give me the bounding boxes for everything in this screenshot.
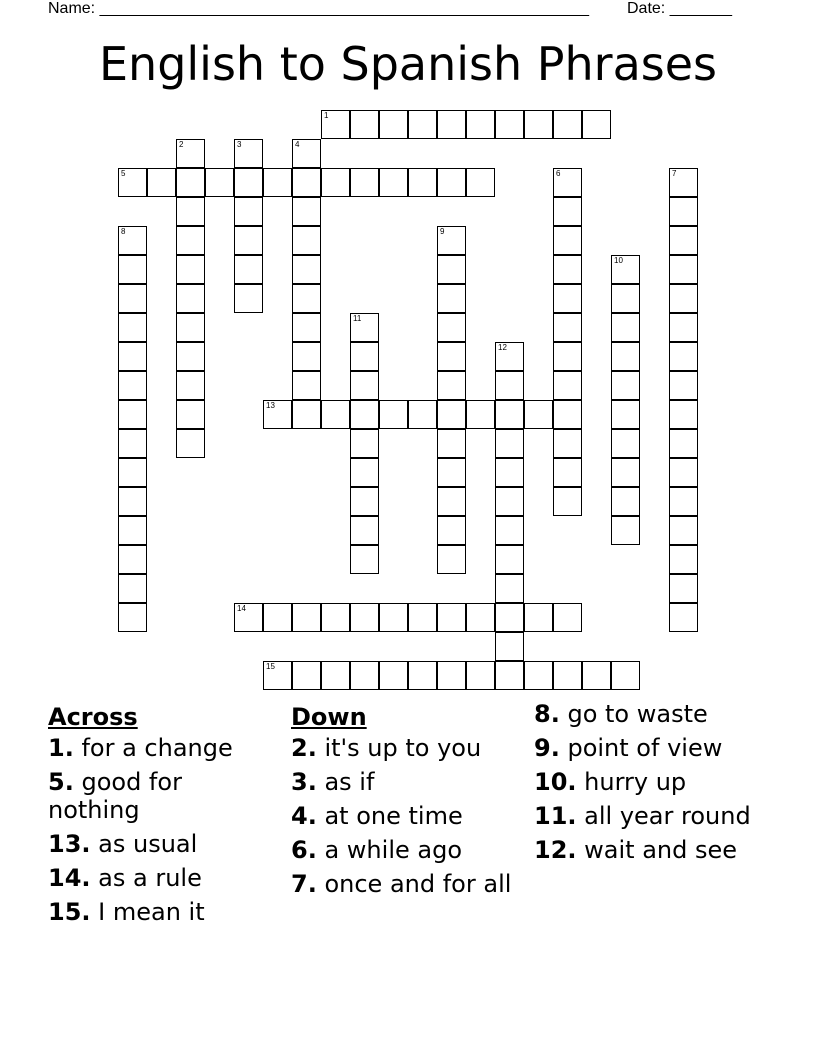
grid-cell[interactable] — [669, 458, 698, 487]
grid-cell[interactable] — [292, 197, 321, 226]
clue-number-label: 10 — [614, 256, 623, 265]
grid-cell[interactable] — [437, 487, 466, 516]
grid-cell[interactable] — [495, 603, 524, 632]
grid-cell[interactable] — [234, 197, 263, 226]
grid-cell[interactable] — [350, 313, 379, 342]
clue-number-label: 13 — [266, 401, 275, 410]
grid-cell[interactable] — [176, 342, 205, 371]
grid-cell[interactable] — [379, 661, 408, 690]
grid-cell[interactable] — [234, 603, 263, 632]
grid-cell[interactable] — [292, 168, 321, 197]
grid-cell[interactable] — [437, 661, 466, 690]
clue-text: good for nothing — [48, 768, 182, 824]
clues-column-2 — [291, 700, 516, 904]
down-clue — [291, 734, 516, 762]
clue-number: 9. — [534, 734, 560, 762]
grid-cell[interactable] — [495, 458, 524, 487]
grid-cell[interactable] — [350, 342, 379, 371]
grid-cell[interactable] — [495, 516, 524, 545]
grid-cell[interactable] — [553, 226, 582, 255]
grid-cell[interactable] — [553, 429, 582, 458]
grid-cell[interactable] — [553, 284, 582, 313]
grid-cell[interactable] — [379, 110, 408, 139]
grid-cell[interactable] — [437, 110, 466, 139]
clue-text: all year round — [584, 802, 751, 830]
grid-cell[interactable] — [437, 342, 466, 371]
grid-cell[interactable] — [118, 313, 147, 342]
clue-number-label: 1 — [324, 111, 329, 120]
clue-text: for a change — [81, 734, 233, 762]
grid-cell[interactable] — [582, 661, 611, 690]
grid-cell[interactable] — [118, 371, 147, 400]
grid-cell[interactable] — [350, 603, 379, 632]
across-heading: Across — [48, 703, 138, 731]
grid-cell[interactable] — [611, 458, 640, 487]
grid-cell[interactable] — [350, 168, 379, 197]
grid-cell[interactable] — [495, 429, 524, 458]
clue-text: go to waste — [567, 700, 708, 728]
grid-cell[interactable] — [611, 313, 640, 342]
grid-cell[interactable] — [234, 139, 263, 168]
grid-cell[interactable] — [466, 168, 495, 197]
grid-cell[interactable] — [553, 400, 582, 429]
clue-number-label: 4 — [295, 140, 300, 149]
grid-cell[interactable] — [292, 400, 321, 429]
grid-cell[interactable] — [669, 342, 698, 371]
grid-cell[interactable] — [350, 110, 379, 139]
grid-cell[interactable] — [408, 110, 437, 139]
grid-cell[interactable] — [437, 516, 466, 545]
grid-cell[interactable] — [263, 603, 292, 632]
clue-number-label: 9 — [440, 227, 445, 236]
grid-cell[interactable] — [292, 603, 321, 632]
grid-cell[interactable] — [321, 400, 350, 429]
grid-cell[interactable] — [437, 545, 466, 574]
grid-cell[interactable] — [437, 429, 466, 458]
grid-cell[interactable] — [669, 168, 698, 197]
clue-number-label: 7 — [672, 169, 677, 178]
grid-cell[interactable] — [118, 168, 147, 197]
grid-cell[interactable] — [176, 226, 205, 255]
grid-cell[interactable] — [495, 574, 524, 603]
grid-cell[interactable] — [553, 458, 582, 487]
grid-cell[interactable] — [611, 487, 640, 516]
grid-cell[interactable] — [176, 429, 205, 458]
clue-number-label: 6 — [556, 169, 561, 178]
grid-cell[interactable] — [669, 516, 698, 545]
clue-text: wait and see — [584, 836, 738, 864]
grid-cell[interactable] — [669, 574, 698, 603]
grid-cell[interactable] — [495, 110, 524, 139]
down-clue — [291, 870, 516, 898]
date-field: Date: _______ — [627, 0, 732, 17]
clue-number-label: 5 — [121, 169, 126, 178]
grid-cell[interactable] — [611, 661, 640, 690]
grid-cell[interactable] — [176, 168, 205, 197]
grid-cell[interactable] — [118, 400, 147, 429]
grid-cell[interactable] — [553, 342, 582, 371]
grid-cell[interactable] — [118, 603, 147, 632]
grid-cell[interactable] — [263, 168, 292, 197]
clues-column-1 — [48, 700, 273, 932]
grid-cell[interactable] — [495, 632, 524, 661]
clue-number: 13. — [48, 830, 91, 858]
grid-cell[interactable] — [437, 458, 466, 487]
grid-cell[interactable] — [118, 458, 147, 487]
clue-number: 15. — [48, 898, 91, 926]
grid-cell[interactable] — [495, 545, 524, 574]
grid-cell[interactable] — [118, 429, 147, 458]
grid-cell[interactable] — [263, 400, 292, 429]
grid-cell[interactable] — [379, 603, 408, 632]
grid-cell[interactable] — [205, 168, 234, 197]
clue-number: 2. — [291, 734, 317, 762]
grid-cell[interactable] — [379, 400, 408, 429]
grid-cell[interactable] — [466, 661, 495, 690]
grid-cell[interactable] — [495, 661, 524, 690]
grid-cell[interactable] — [234, 255, 263, 284]
grid-cell[interactable] — [611, 371, 640, 400]
grid-cell[interactable] — [350, 371, 379, 400]
down-clue — [534, 700, 774, 728]
clue-text: as if — [324, 768, 375, 796]
clue-number: 12. — [534, 836, 577, 864]
grid-cell[interactable] — [611, 342, 640, 371]
grid-cell[interactable] — [118, 284, 147, 313]
grid-cell[interactable] — [553, 197, 582, 226]
clue-number: 4. — [291, 802, 317, 830]
clue-number-label: 11 — [353, 314, 362, 323]
grid-cell[interactable] — [408, 168, 437, 197]
grid-cell[interactable] — [176, 400, 205, 429]
grid-cell[interactable] — [495, 342, 524, 371]
grid-cell[interactable] — [292, 313, 321, 342]
clue-text: hurry up — [584, 768, 687, 796]
grid-cell[interactable] — [321, 661, 350, 690]
grid-cell[interactable] — [437, 400, 466, 429]
clue-text: at one time — [324, 802, 463, 830]
grid-cell[interactable] — [437, 226, 466, 255]
clue-number-label: 3 — [237, 140, 242, 149]
grid-cell[interactable] — [437, 168, 466, 197]
grid-cell[interactable] — [553, 487, 582, 516]
grid-cell[interactable] — [524, 603, 553, 632]
grid-cell[interactable] — [669, 429, 698, 458]
grid-cell[interactable] — [553, 255, 582, 284]
grid-cell[interactable] — [669, 284, 698, 313]
grid-cell[interactable] — [350, 545, 379, 574]
clue-text: as a rule — [98, 864, 202, 892]
grid-cell[interactable] — [350, 487, 379, 516]
grid-cell[interactable] — [292, 342, 321, 371]
grid-cell[interactable] — [553, 661, 582, 690]
grid-cell[interactable] — [408, 603, 437, 632]
down-clue — [291, 802, 516, 830]
clue-text: a while ago — [324, 836, 462, 864]
clue-text: it's up to you — [324, 734, 482, 762]
grid-cell[interactable] — [669, 603, 698, 632]
grid-cell[interactable] — [437, 284, 466, 313]
clue-number: 7. — [291, 870, 317, 898]
grid-cell[interactable] — [118, 226, 147, 255]
clue-number: 5. — [48, 768, 74, 796]
grid-cell[interactable] — [495, 400, 524, 429]
grid-cell[interactable] — [292, 371, 321, 400]
grid-cell[interactable] — [408, 400, 437, 429]
grid-cell[interactable] — [234, 226, 263, 255]
name-field: Name: _______________________________________________________ — [48, 0, 589, 17]
clue-number: 11. — [534, 802, 577, 830]
clue-text: I mean it — [98, 898, 205, 926]
grid-cell[interactable] — [292, 226, 321, 255]
grid-cell[interactable] — [350, 516, 379, 545]
down-clue — [291, 768, 516, 796]
clue-number-label: 2 — [179, 140, 184, 149]
down-heading: Down — [291, 703, 367, 731]
clue-number: 10. — [534, 768, 577, 796]
grid-cell[interactable] — [611, 516, 640, 545]
clue-text: as usual — [98, 830, 198, 858]
grid-cell[interactable] — [176, 197, 205, 226]
grid-cell[interactable] — [466, 110, 495, 139]
clue-number: 14. — [48, 864, 91, 892]
grid-cell[interactable] — [669, 255, 698, 284]
grid-cell[interactable] — [263, 661, 292, 690]
grid-cell[interactable] — [437, 371, 466, 400]
grid-cell[interactable] — [611, 284, 640, 313]
grid-cell[interactable] — [321, 168, 350, 197]
grid-cell[interactable] — [118, 574, 147, 603]
grid-cell[interactable] — [321, 110, 350, 139]
grid-cell[interactable] — [611, 255, 640, 284]
grid-cell[interactable] — [118, 255, 147, 284]
clue-number: 1. — [48, 734, 74, 762]
grid-cell[interactable] — [176, 255, 205, 284]
clues-column-3 — [534, 700, 774, 870]
grid-cell[interactable] — [350, 429, 379, 458]
grid-cell[interactable] — [292, 139, 321, 168]
grid-cell[interactable] — [408, 661, 437, 690]
grid-cell[interactable] — [524, 661, 553, 690]
grid-cell[interactable] — [118, 545, 147, 574]
grid-cell[interactable] — [292, 284, 321, 313]
grid-cell[interactable] — [147, 168, 176, 197]
grid-cell[interactable] — [437, 313, 466, 342]
grid-cell[interactable] — [350, 400, 379, 429]
across-clue — [48, 734, 273, 762]
grid-cell[interactable] — [669, 545, 698, 574]
across-clue — [48, 898, 273, 926]
clue-text: once and for all — [324, 870, 512, 898]
grid-cell[interactable] — [553, 603, 582, 632]
grid-cell[interactable] — [553, 371, 582, 400]
grid-cell[interactable] — [495, 371, 524, 400]
grid-cell[interactable] — [379, 168, 408, 197]
grid-cell[interactable] — [292, 661, 321, 690]
clue-number-label: 8 — [121, 227, 126, 236]
down-clue — [534, 734, 774, 762]
grid-cell[interactable] — [437, 603, 466, 632]
clue-text: point of view — [567, 734, 723, 762]
grid-cell[interactable] — [176, 371, 205, 400]
grid-cell[interactable] — [466, 603, 495, 632]
clue-number-label: 12 — [498, 343, 507, 352]
across-clue — [48, 864, 273, 892]
grid-cell[interactable] — [234, 168, 263, 197]
down-clue — [534, 836, 774, 864]
page-title: English to Spanish Phrases — [98, 37, 717, 91]
clue-number-label: 14 — [237, 604, 246, 613]
grid-cell[interactable] — [669, 400, 698, 429]
grid-cell[interactable] — [350, 661, 379, 690]
grid-cell[interactable] — [234, 284, 263, 313]
grid-cell[interactable] — [176, 284, 205, 313]
clue-number: 3. — [291, 768, 317, 796]
clue-number: 8. — [534, 700, 560, 728]
grid-cell[interactable] — [118, 487, 147, 516]
across-clue — [48, 830, 273, 858]
grid-cell[interactable] — [669, 313, 698, 342]
down-clue — [534, 802, 774, 830]
grid-cell[interactable] — [553, 313, 582, 342]
clue-number-label: 15 — [266, 662, 275, 671]
grid-cell[interactable] — [611, 400, 640, 429]
grid-cell[interactable] — [118, 516, 147, 545]
grid-cell[interactable] — [669, 226, 698, 255]
grid-cell[interactable] — [466, 400, 495, 429]
down-clue — [534, 768, 774, 796]
grid-cell[interactable] — [437, 255, 466, 284]
grid-cell[interactable] — [176, 313, 205, 342]
grid-cell[interactable] — [350, 458, 379, 487]
grid-cell[interactable] — [118, 342, 147, 371]
grid-cell[interactable] — [611, 429, 640, 458]
clue-number: 6. — [291, 836, 317, 864]
grid-cell[interactable] — [669, 487, 698, 516]
grid-cell[interactable] — [321, 603, 350, 632]
grid-cell[interactable] — [495, 487, 524, 516]
grid-cell[interactable] — [669, 197, 698, 226]
grid-cell[interactable] — [669, 371, 698, 400]
grid-cell[interactable] — [524, 400, 553, 429]
grid-cell[interactable] — [292, 255, 321, 284]
grid-cell[interactable] — [553, 168, 582, 197]
grid-cell[interactable] — [176, 139, 205, 168]
grid-cell[interactable] — [524, 110, 553, 139]
grid-cell[interactable] — [553, 110, 582, 139]
grid-cell[interactable] — [582, 110, 611, 139]
down-clue — [291, 836, 516, 864]
across-clue — [48, 768, 273, 824]
